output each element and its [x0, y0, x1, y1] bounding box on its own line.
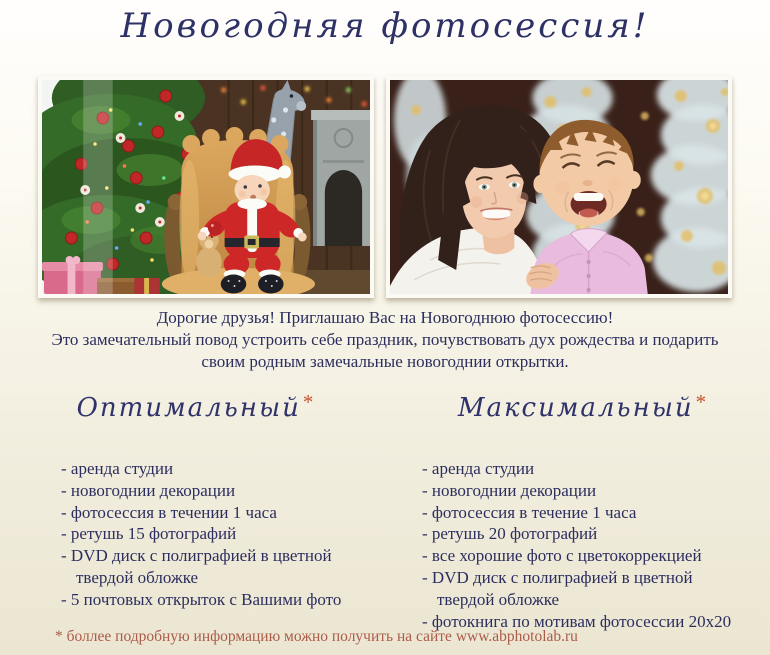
package-list-maximal	[422, 458, 752, 632]
package-item: - фотосессия в течение 1 часа	[422, 502, 637, 522]
intro-text	[0, 307, 770, 372]
package-item: - фотосессия в течении 1 часа	[61, 502, 277, 522]
page-title: Новогодняя фотосессия!	[120, 6, 650, 46]
package-item: - DVD диск с полиграфией в цветной твердой обложке	[422, 567, 693, 609]
package-item: - аренда студии	[422, 459, 535, 478]
asterisk-optimal: *	[302, 390, 316, 414]
package-title-maximal	[424, 390, 742, 423]
photo-mother-child-illustration	[390, 80, 728, 294]
light-spill	[83, 80, 112, 294]
photo-mother-child	[386, 76, 732, 298]
package-item: - ретушь 15 фотографий	[61, 524, 237, 544]
package-list-optimal	[61, 458, 361, 611]
package-maximal	[424, 390, 742, 632]
intro-line-2: Это замечательный повод устроить себе праздник, почувствовать дух рождества и подарить	[51, 329, 719, 349]
asterisk-maximal: *	[695, 390, 709, 414]
package-name-optimal: Оптимальный	[76, 393, 301, 423]
package-item: - все хорошие фото с цветокоррекцией	[422, 546, 702, 566]
footnote: * боллее подробную информацию можно получить на сайте www.abphotolab.ru	[55, 628, 578, 645]
intro-line-3: своим родным замечальные новогоднии открытки.	[201, 351, 569, 371]
package-item: - фотокнига по мотивам фотосессии 20x20	[422, 611, 732, 631]
intro-line-1: Дорогие друзья! Приглашаю Вас на Новогоднюю фотосессию!	[156, 308, 614, 327]
photo-baby-santa-illustration	[42, 80, 370, 294]
package-item: - новогоднии декорации	[61, 480, 236, 500]
package-item: - DVD диск с полиграфией в цветной твердой обложке	[61, 546, 332, 587]
package-item: - аренда студии	[61, 459, 174, 478]
package-optimal	[40, 390, 352, 611]
fireplace	[311, 110, 370, 246]
package-item: - ретушь 20 фотографий	[422, 524, 598, 544]
package-item: - новогоднии декорации	[422, 480, 597, 500]
package-item: - 5 почтовых открыток с Вашими фото	[61, 589, 342, 609]
photo-baby-santa	[38, 76, 374, 298]
package-title-optimal	[40, 390, 352, 423]
package-name-maximal: Максимальный	[457, 393, 694, 423]
